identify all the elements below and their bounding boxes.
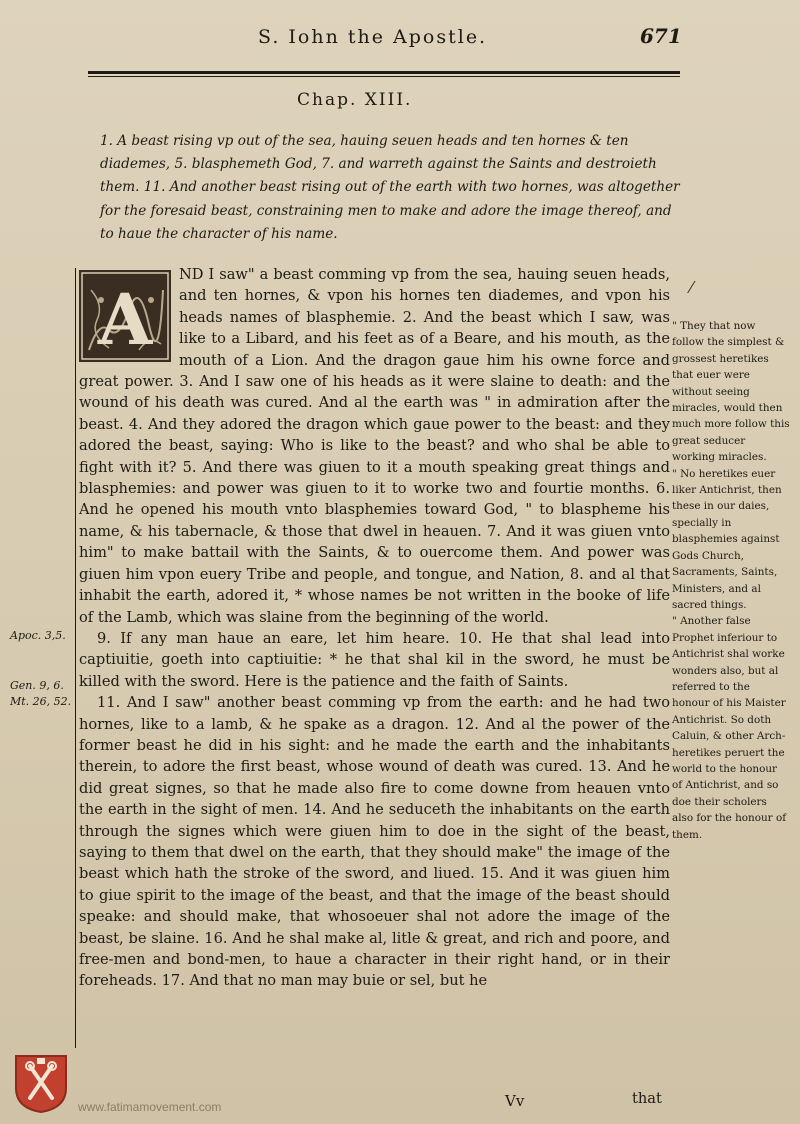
- chapter-body: [79, 264, 670, 992]
- papal-seal-icon: [12, 1052, 70, 1114]
- chapter-argument-text: 1. A beast rising vp out of the sea, hauing seuen heads and ten hornes & ten diademes, 5. blasphemeth God, 7. and warreth against the Saints and destroieth them. 11. And another beast rising out of the earth with two hornes, was altogether for the foresaid beast, constraining men to make and adore the image thereof, and to haue the character of his name.: [100, 133, 680, 242]
- drop-cap-ornament: [79, 270, 171, 362]
- running-head-title: S. Iohn the Apostle.: [258, 26, 488, 48]
- margin-ref-gen-mt: Gen. 9, 6. Mt. 26, 52.: [10, 679, 72, 708]
- margin-ref-apoc: Apoc. 3,5.: [10, 629, 66, 642]
- margin-note-1: " They that now follow the simplest & grossest heretikes that euer were without seeing miracles, would then much more follow this great seducer working miracles.: [672, 320, 790, 464]
- drop-cap-letter: A: [97, 278, 153, 361]
- margin-tick-mark: ⁄: [690, 278, 693, 297]
- margin-note-3: " Another false Prophet inferiour to Antichrist shal worke wonders also, but al referred to the honour of his Maister Antichrist. So doth Caluin, & other Arch-heretikes peruert the world to the honour of Antichrist, and so doe their scholers also for the honour of them.: [672, 615, 787, 841]
- header-rule-thick: [88, 71, 680, 74]
- page-number: 671: [640, 24, 682, 48]
- verses-1-8: ND I saw" a beast comming vp from the sea, hauing seuen heads, and ten hornes, & vpon his hornes ten diademes, and vpon his heads names of blasphemie. 2. And the beast which I saw, was like to a Libard, and his feet as of a Beare, and his mouth, as the mouth of a Lion. And the dragon gaue him his owne force and great power. 3. And I saw one of his heads as it were slaine to death: and the wound of his death was cured. And al the earth was " in admiration after the beast. 4. And they adored the dragon which gaue power to the beast: and they adored the beast, saying: Who is like to the beast? and who shal be able to fight with it? 5. And there was giuen to it a mouth speaking great things and blasphemies: and power was giuen to it to worke two and fourtie months. 6. And he opened his mouth vnto blasphemies toward God, " to blaspheme his name, & his tabernacle, & those that dwel in heauen. 7. And it was giuen vnto him" to make battail with the Saints, & to ouercome them. And power was giuen him vpon euery Tribe and people, and tongue, and Nation, 8. and al that inhabit the earth, adored it, * whose names be not written in the booke of life of the Lamb, which was slaine from the beginning of the world.: [79, 266, 670, 626]
- signature-mark: Vv: [505, 1092, 525, 1110]
- catchword: that: [632, 1090, 662, 1107]
- verses-9-10: 9. If any man haue an eare, let him heare. 10. He that shal lead into captiuitie, goeth into captiuitie: * he that shal kil in the sword, he must be killed with the sword. Here is the patience and the faith of Saints.: [79, 629, 670, 690]
- verses-11-17: 11. And I saw" another beast comming vp from the earth: and he had two hornes, like to a lamb, & he spake as a dragon. 12. And al the power of the former beast he did in his sight: and he made the earth and the inhabitants therein, to adore the first beast, whose wound of death was cured. 13. And he did great signes, so that he made also fire to come downe from heauen vnto the earth in the sight of men. 14. And he seduceth the inhabitants on the earth through the signes which were giuen him to doe in the sight of the beast, saying to them that dwel on the earth, that they should make" the image of the beast which hath the stroke of the sword, and liued. 15. And it was giuen him to giue spirit to the image of the beast, and that the image of the beast should speake: and should make, that whosoeuer shal not adore the image of the beast, be slaine. 16. And he shal make al, litle & great, and rich and poore, and free-men and bond-men, to haue a character in their right hand, or in their foreheads. 17. And that no man may buie or sel, but he: [79, 694, 670, 990]
- header-rule-thin: [88, 76, 680, 77]
- chapter-title: Chap. XIII.: [297, 90, 413, 110]
- drop-cap-flourish-icon: [79, 270, 171, 362]
- left-margin-references: [10, 628, 72, 710]
- margin-note-2: " No heretikes euer liker Antichrist, then these in our daies, specially in blasphemies against Gods Church, Sacraments, Saints, Ministers, and al sacred things.: [672, 467, 782, 611]
- right-margin-notes: [672, 318, 790, 843]
- column-rule: [75, 268, 76, 1048]
- running-head: [0, 22, 800, 52]
- chapter-argument: [100, 130, 680, 246]
- footer-website: www.fatimamovement.com: [78, 1100, 222, 1114]
